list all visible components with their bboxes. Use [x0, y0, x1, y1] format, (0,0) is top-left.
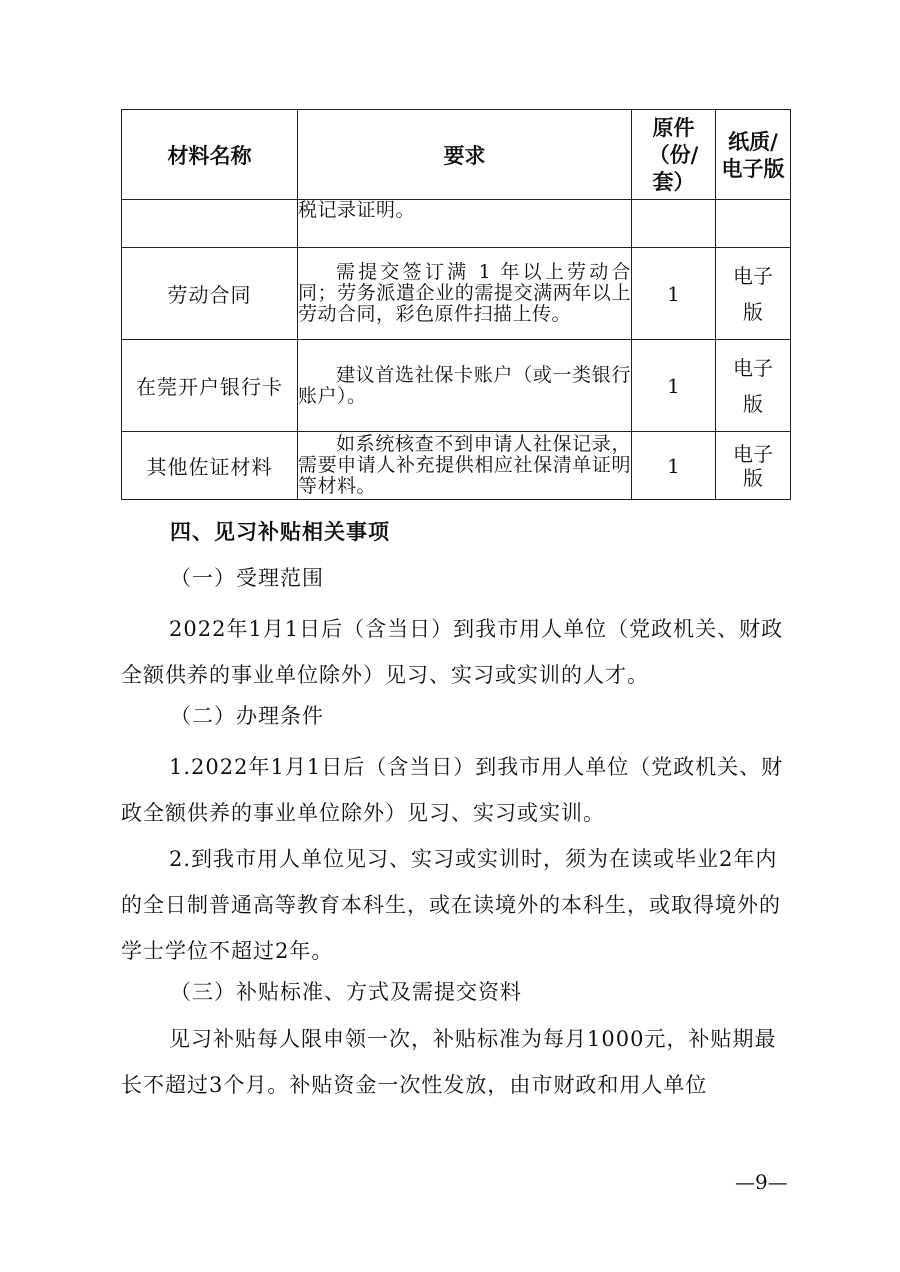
material-requirement: 税记录证明。 [298, 200, 632, 248]
paragraph-scope: 2022年1月1日后（含当日）到我市用人单位（党政机关、财政全额供养的事业单位除外）见习、实习或实训的人才。 [121, 617, 784, 687]
materials-table [121, 109, 791, 500]
section-heading: 四、见习补贴相关事项 [170, 519, 390, 544]
page-number: —9— [735, 1170, 788, 1194]
header-originals: 原件（份/套） [632, 110, 716, 200]
material-name: 劳动合同 [122, 248, 298, 340]
subheading-standards: （三）补贴标准、方式及需提交资料 [170, 980, 522, 1004]
material-format: 电子版 [716, 340, 791, 432]
material-format: 电子版 [716, 432, 791, 500]
material-name: 在莞开户银行卡 [122, 340, 298, 432]
header-material-name: 材料名称 [122, 110, 298, 200]
material-format [716, 200, 791, 248]
paragraph-standards: 见习补贴每人限申领一次，补贴标准为每月1000元，补贴期最长不超过3个月。补贴资金一次性发放，由市财政和用人单位 [121, 1027, 777, 1097]
material-requirement: 如系统核查不到申请人社保记录，需要申请人补充提供相应社保清单证明等材料。 [298, 432, 632, 500]
paragraph-condition-1: 1.2022年1月1日后（含当日）到我市用人单位（党政机关、财政全额供养的事业单位除外）见习、实习或实训。 [121, 755, 784, 825]
paragraph-condition-2: 2.到我市用人单位见习、实习或实训时，须为在读或毕业2年内的全日制普通高等教育本科生，或在读境外的本科生，或取得境外的学士学位不超过2年。 [121, 847, 781, 963]
material-name [122, 200, 298, 248]
material-requirement: 需提交签订满 1 年以上劳动合同；劳务派遣企业的需提交满两年以上劳动合同，彩色原件扫描上传。 [298, 248, 632, 340]
header-requirement: 要求 [298, 110, 632, 200]
material-format: 电子版 [716, 248, 791, 340]
material-originals: 1 [632, 340, 716, 432]
material-name: 其他佐证材料 [122, 432, 298, 500]
table-row [122, 340, 791, 432]
subheading-conditions: （二）办理条件 [170, 704, 324, 728]
table-header-row [122, 110, 791, 200]
material-originals: 1 [632, 432, 716, 500]
table-row [122, 248, 791, 340]
table-row [122, 432, 791, 500]
material-originals: 1 [632, 248, 716, 340]
material-originals [632, 200, 716, 248]
header-format: 纸质/电子版 [716, 110, 791, 200]
material-requirement: 建议首选社保卡账户（或一类银行账户）。 [298, 340, 632, 432]
subheading-scope: （一）受理范围 [170, 566, 324, 590]
table-row [122, 200, 791, 248]
